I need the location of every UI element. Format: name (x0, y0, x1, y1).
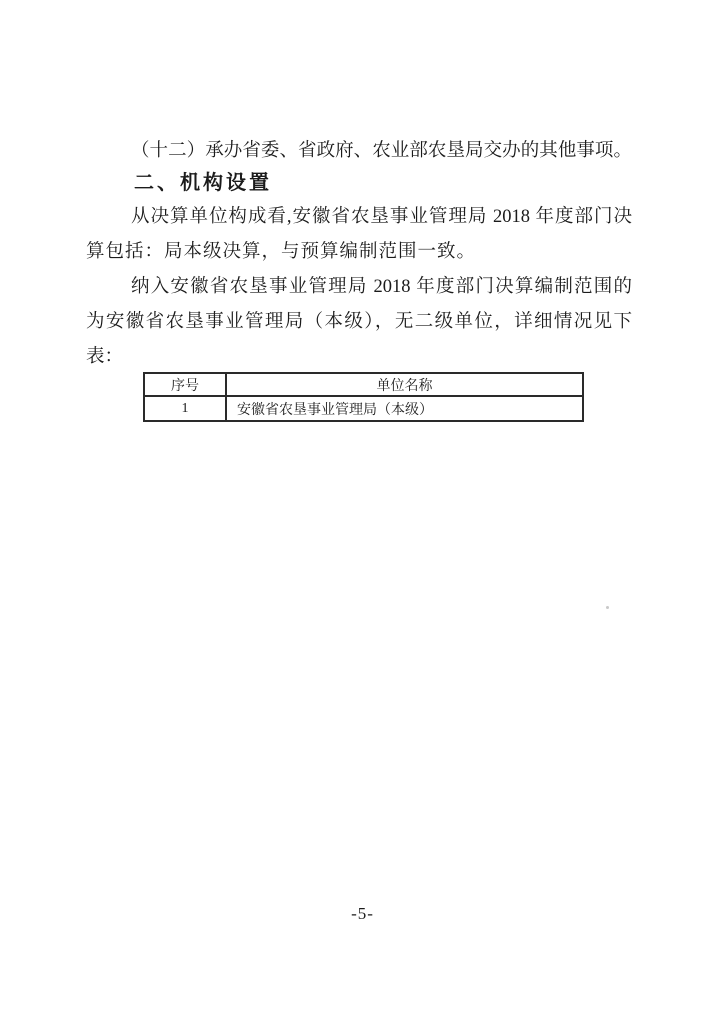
units-table (143, 372, 584, 422)
body-line-1: （十二）承办省委、省政府、农业部农垦局交办的其他事项。 (131, 141, 632, 161)
body-line-3: 算包括：局本级决算，与预算编制范围一致。 (86, 242, 477, 262)
body-line-2: 从决算单位构成看,安徽省农垦事业管理局 2018 年度部门决 (131, 207, 632, 227)
table-header-cell-unit-name: 单位名称 (226, 373, 583, 396)
body-line-4: 纳入安徽省农垦事业管理局 2018 年度部门决算编制范围的 (131, 277, 632, 297)
page-number: -5- (351, 904, 374, 923)
table-header-row (144, 373, 583, 396)
body-line-5: 为安徽省农垦事业管理局（本级），无二级单位，详细情况见下 (86, 312, 632, 332)
table-cell-index: 1 (144, 396, 226, 421)
table-row (144, 396, 583, 421)
body-line-6: 表： (86, 347, 124, 367)
section-heading: 二、机构设置 (134, 172, 272, 194)
table-header-cell-index: 序号 (144, 373, 226, 396)
scan-artifact-dot (606, 606, 609, 609)
table-cell-unit-name: 安徽省农垦事业管理局（本级） (226, 396, 583, 421)
